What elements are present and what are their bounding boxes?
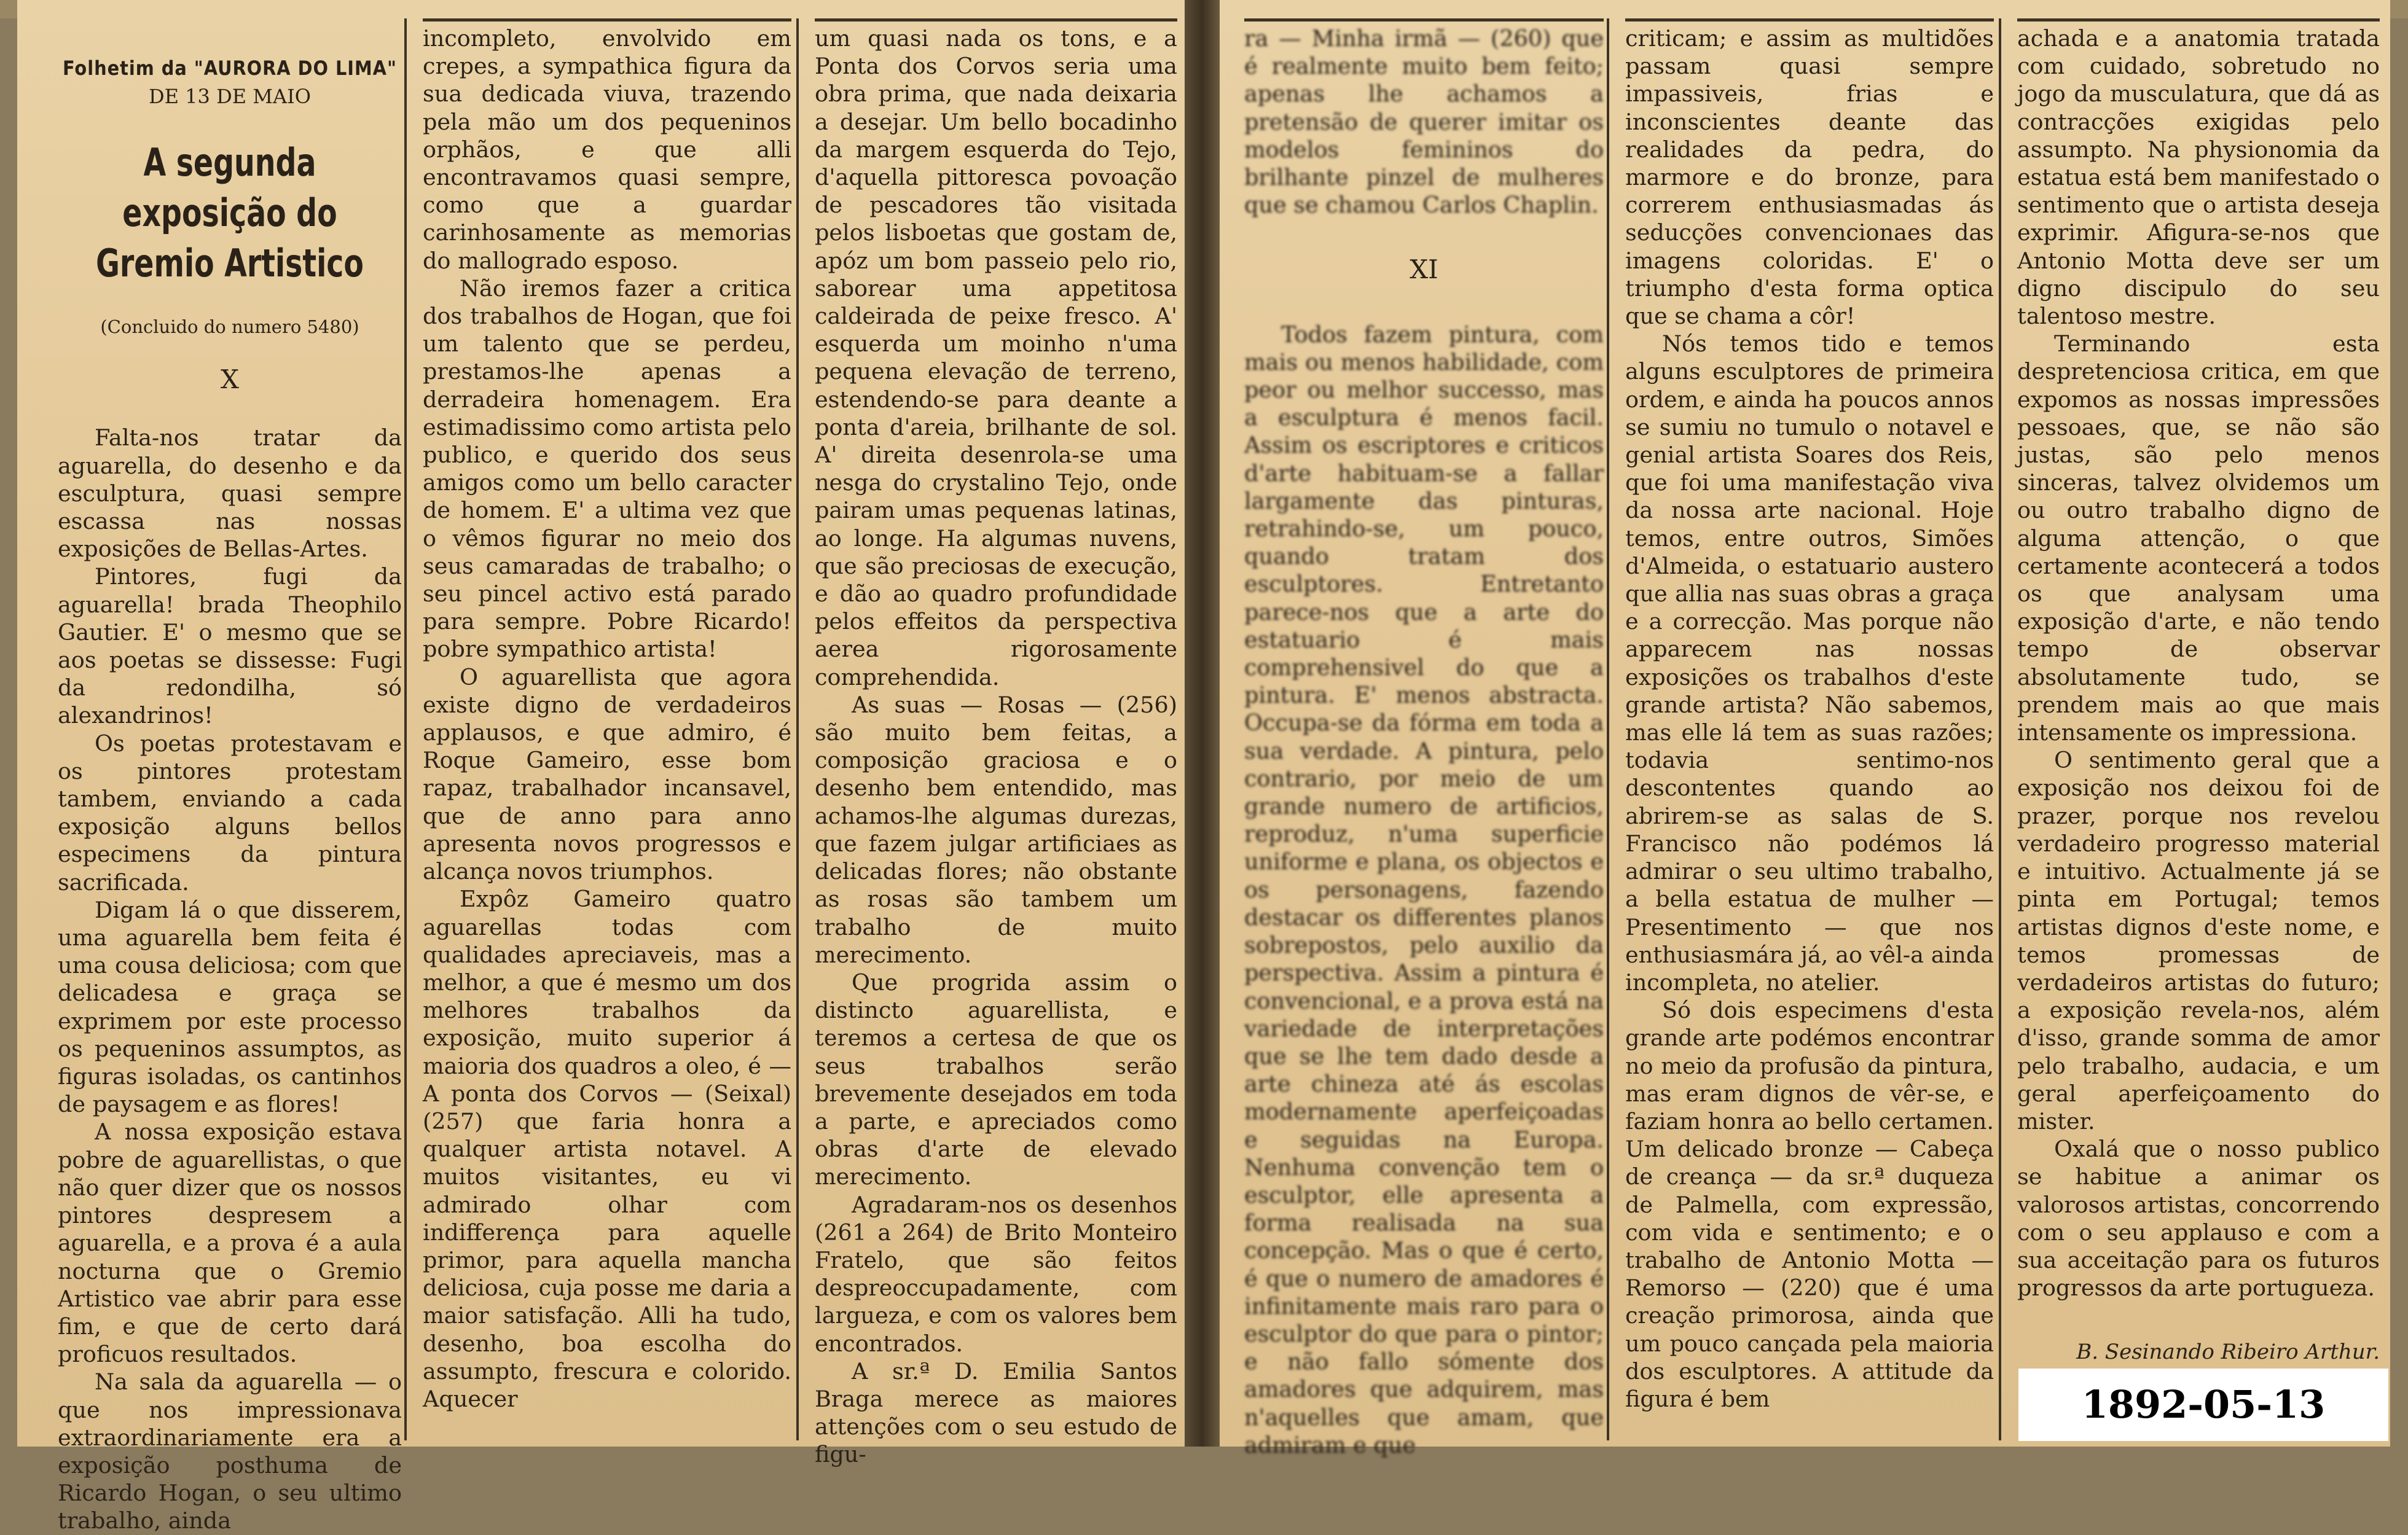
clipping-right — [1220, 0, 2390, 1458]
article-subtitle: (Concluido do numero 5480) — [100, 316, 359, 337]
paragraph: Os poetas protestavam e os pintores protestam tambem, enviando a cada exposição alguns bellos especimens da pintura sacrificada. — [58, 730, 402, 896]
blurred-text-block — [1244, 321, 1604, 1459]
blurred-text-block — [1244, 25, 1604, 219]
section-number: X — [221, 364, 239, 395]
paragraph: achada e a anatomia tratada com cuidado, sobretudo no jogo da musculatura, que dá as contracções exigidas pelo assumpto. Na physionomia da estatua está bem manifestado o sentimento que o artista deseja exprimir. Afigura-se-nos que Antonio Motta deve ser um digno discipulo do seu talentoso mestre. — [2017, 25, 2380, 330]
header-rule — [1244, 18, 1604, 21]
column-6 — [2017, 25, 2380, 1434]
column-2 — [423, 25, 791, 1434]
column-rule — [404, 18, 407, 1440]
paragraph: Não iremos fazer a critica dos trabalhos de Hogan, que foi um talento que se perdeu, prestamos-lhe apenas a derradeira homenagem. Era estimadissimo como artista pelo publico, e querido dos seus amigos como um bello caracter de homem. E' a ultima vez que o vêmos figurar no meio dos seus camaradas de trabalho; o seu pincel activo está parado para sempre. Pobre Ricardo! pobre sympathico artista! — [423, 275, 791, 663]
paragraph: Pintores, fugi da aguarella! brada Theophilo Gautier. E' o mesmo que se aos poetas se dissesse: Fugi da redondilha, só alexandrinos! — [58, 563, 402, 729]
paragraph: As suas — Rosas — (256) são muito bem feitas, a composição graciosa e o desenho bem entendido, mas achamos-lhe algumas durezas, que fazem julgar artificiaes as delicadas flores; não obstante as rosas são tambem um trabalho de muito merecimento. — [815, 691, 1177, 968]
paragraph: O aguarellista que agora existe digno de verdadeiros applausos, e que admiro, é Roque Gameiro, esse bom rapaz, trabalhador incansavel, que de anno para anno apresenta novos progressos e alcança novos triumphos. — [423, 663, 791, 885]
paragraph: O sentimento geral que a exposição nos deixou foi de prazer, porque nos revelou verdadeiro progresso material e intuitivo. Actualmente já se pinta em Portugal; temos artistas dignos d'este nome, e temos promessas de verdadeiros artistas do futuro; a exposição revela-nos, além d'isso, grande somma de amor pelo trabalho, audacia, e um geral aperfeiçoamento do mister. — [2017, 747, 2380, 1135]
paragraph: Que progrida assim o distincto aguarellista, e teremos a certesa de que os seus trabalhos serão brevemente desejados em toda a parte, e apreciados como obras d'arte de elevado merecimento. — [815, 969, 1177, 1190]
column-1 — [58, 25, 402, 1534]
scan-gutter — [1185, 0, 1220, 1447]
paragraph: incompleto, envolvido em crepes, a sympathica figura da sua dedicada viuva, trazendo pela mão um dos pequeninos orphãos, e que alli encontravamos quasi sempre, como que a guardar carinhosamente as memorias do mallogrado esposo. — [423, 25, 791, 274]
paragraph: criticam; e assim as multidões passam quasi sempre impassiveis, frias e inconscientes deante das realidades da pedra, do marmore e do bronze, para correrem enthusiasmadas ás seducções convencionaes das imagens coloridas. E' o triumpho d'esta forma optica que se chama a côr! — [1625, 25, 1994, 330]
paragraph: Digam lá o que disserem, uma aguarella bem feita é uma cousa deliciosa; com que delicadesa e graça se exprimem por este processo os pequeninos assumptos, as figuras isoladas, os cantinhos de paysagem e as flores! — [58, 896, 402, 1118]
paragraph: A nossa exposição estava pobre de aguarellistas, o que não quer dizer que os nossos pintores despresem a aguarella, e a prova é a aula nocturna que o Gremio Artistico vae abrir para esse fim, e que de certo dará proficuos resultados. — [58, 1119, 402, 1368]
paragraph: Na sala da aguarella — o que nos impressionava extraordinariamente era a exposição posthuma de Ricardo Hogan, o seu ultimo trabalho, ainda — [58, 1369, 402, 1534]
paragraph: Terminando esta despretenciosa critica, em que expomos as nossas impressões pessoaes, que, se não são justas, são pelo menos sinceras, talvez olvidemos um ou outro trabalho digno de alguma attenção, o que certamente acontecerá a todos os que analysam uma exposição d'arte, e não tendo tempo de observar absolutamente tudo, se prendem mais ao que mais intensamente os impressiona. — [2017, 330, 2380, 746]
paragraph: um quasi nada os tons, e a Ponta dos Corvos seria uma obra prima, que nada deixaria a desejar. Um bello bocadinho da margem esquerda do Tejo, d'aquella pittoresca povoação de pescadores tão visitada pelos lisboetas que gostam de, apóz um bom passeio pelo rio, saborear uma appetitosa caldeirada de peixe fresco. A' esquerda um moinho n'uma pequena elevação de terreno, estendendo-se para deante a ponta d'areia, brilhante de sol. A' direita desenrola-se uma nesga do crystalino Tejo, onde pairam umas pequenas latinas, ao longe. Ha algumas nuvens, que são preciosas de execução, e dão ao quadro profundidade pelos effeitos da perspectiva aerea rigorosamente comprehendida. — [815, 25, 1177, 690]
column-3 — [815, 25, 1177, 1468]
column-5 — [1625, 25, 1994, 1434]
header-rule — [1625, 18, 1994, 21]
column-rule — [796, 18, 799, 1440]
paragraph: A sr.ª D. Emilia Santos Braga merece as maiores attenções com o seu estudo de figu- — [815, 1357, 1177, 1468]
header-rule — [815, 18, 1177, 21]
column-rule — [1607, 18, 1609, 1440]
column-4 — [1244, 25, 1604, 1458]
article-title: A segunda exposição do Gremio Artistico — [96, 140, 364, 286]
paragraph: Falta-nos tratar da aguarella, do desenho e da esculptura, quasi sempre escassa nas nossas exposições de Bellas-Artes. — [58, 424, 402, 563]
paragraph: ra — Minha irmã — (260) que é realmente muito bem feito; apenas lhe achamos a pretensão de querer imitar os modelos femininos do brilhante pinzel de mulheres que se chamou Carlos Chaplin. — [1244, 25, 1604, 219]
column-rule — [1999, 18, 2001, 1440]
header-rule — [423, 18, 791, 21]
header-rule — [2017, 18, 2380, 21]
date-stamp: 1892-05-13 — [2018, 1369, 2388, 1441]
clipping-left — [17, 0, 1185, 1534]
folhetim-header: Folhetim da "AURORA DO LIMA" — [63, 57, 397, 80]
author-signature: B. Sesinando Ribeiro Arthur. — [2076, 1340, 2380, 1365]
paragraph: Só dois especimens d'esta grande arte podémos encontrar no meio da profusão da pintura, mas eram dignos de vêr-se, e faziam honra ao bello certamen. Um delicado bronze — Cabeça de creança — da sr.ª duqueza de Palmella, com expressão, com vida e sentimento; e o trabalho de Antonio Motta — Remorso — (220) que é uma creação primorosa, ainda que um pouco cançada pela maioria dos esculptores. A attitude da figura é bem — [1625, 997, 1994, 1412]
edition-date: DE 13 DE MAIO — [148, 85, 311, 108]
section-number: XI — [1410, 254, 1438, 285]
paragraph: Nós temos tido e temos alguns esculptores de primeira ordem, e ainda ha poucos annos se sumiu no tumulo o notavel e genial artista Soares dos Reis, que foi uma manifestação viva da nossa arte nacional. Hoje temos, entre outros, Simões d'Almeida, o estatuario austero que allia nas suas obras a graça e a correcção. Mas porque não apparecem nas nossas exposições os trabalhos d'este grande artista? Não sabemos, mas elle lá tem as suas razões; todavia sentimo-nos descontentes quando ao abrirem-se as salas de S. Francisco não podémos lá admirar o seu ultimo trabalho, a bella estatua de mulher — Presentimento — que nos enthusiasmára já, ao vêl-a ainda incompleta, no atelier. — [1625, 330, 1994, 996]
paragraph: Agradaram-nos os desenhos (261 a 264) de Brito Monteiro Fratelo, que são feitos despreoccupadamente, com largueza, e com os valores bem encontrados. — [815, 1191, 1177, 1357]
paragraph: Expôz Gameiro quatro aguarellas todas com qualidades apreciaveis, mas a melhor, a que é mesmo um dos melhores trabalhos da exposição, muito superior á maioria dos quadros a oleo, é — A ponta dos Corvos — (Seixal) (257) que faria honra a qualquer artista notavel. A muitos visitantes, eu vi admirado olhar com indifferença para aquelle primor, para aquella mancha deliciosa, cuja posse me daria a maior satisfação. Alli ha tudo, desenho, boa escolha do assumpto, frescura e colorido. Aquecer — [423, 886, 791, 1412]
paragraph: Todos fazem pintura, com mais ou menos habilidade, com peor ou melhor successo, mas a esculptura é menos facil. Assim os escriptores e criticos d'arte habituam-se a fallar largamente das pinturas, retrahindo-se, um pouco, quando tratam dos esculptores. Entretanto parece-nos que a arte do estatuario é mais comprehensivel do que a pintura. E' menos abstracta. Occupa-se da fórma em toda a sua verdade. A pintura, pelo contrario, por meio de um grande numero de artificios, reproduz, n'uma superficie uniforme e plana, os objectos e os personagens, fazendo destacar os differentes planos sobrepostos, pelo auxilio da perspectiva. Assim a pintura é convencional, e a prova está na variedade de interpretações que se lhe tem dado desde a arte chineza até ás escolas modernamente aperfeiçoadas e seguidas na Europa. Nenhuma convenção tem o esculptor, elle apresenta a forma realisada na sua concepção. Mas o que é certo, é que o numero de amadores é infinitamente mais raro para o esculptor do que para o pintor; e não fallo sómente dos amadores que adquirem, mas n'aquelles que amam, que admiram e que — [1244, 321, 1604, 1458]
paragraph: Oxalá que o nosso publico se habitue a animar os valorosos artistas, concorrendo com o seu applauso e com a sua acceitação para os futuros progressos da arte portugueza. — [2017, 1136, 2380, 1302]
